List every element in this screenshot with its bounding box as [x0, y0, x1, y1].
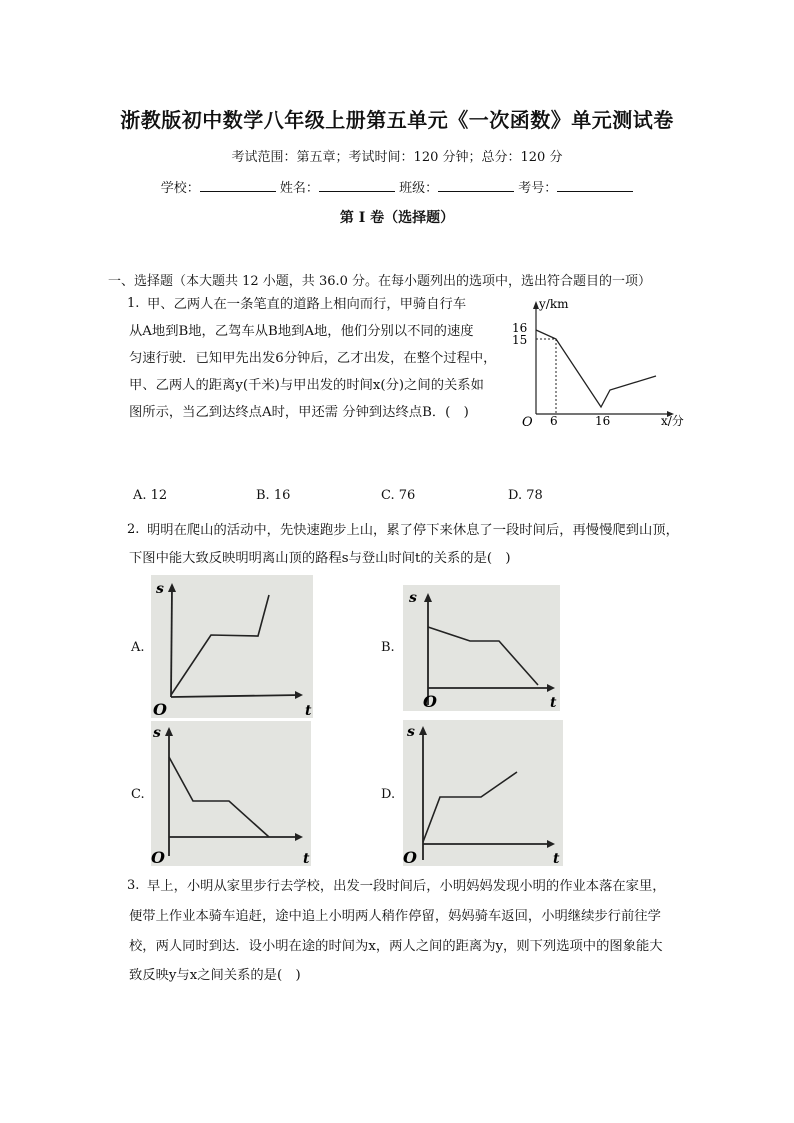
q2b-o: O [423, 692, 437, 711]
number-label: 考号： [518, 181, 558, 196]
student-fields [0, 177, 794, 196]
q2-line-1: 明明在爬山的活动中，先快速跑步上山，累了停下来休息了一段时间后，再慢慢爬到山顶， [147, 523, 679, 538]
q1-xtick-16: 16 [595, 414, 611, 428]
q1-option-d[interactable]: D. 78 [508, 488, 543, 503]
q3-line-3: 校，两人同时到达．设小明在途的时间为x，两人之间的距离为y，则下列选项中的图象能大 [129, 939, 663, 954]
q1-ytick-15: 15 [512, 333, 528, 347]
number-blank[interactable] [557, 179, 633, 192]
q1-x-label: x/分 [661, 414, 684, 428]
q2b-s: s [409, 590, 417, 606]
q2a-t: t [305, 703, 312, 718]
q1-option-b[interactable]: B. 16 [256, 488, 291, 503]
q1-line-4: 甲、乙两人的距离y(千米)与甲出发的时间x(分)之间的关系如 [129, 378, 484, 393]
q2-choice-c-label[interactable]: C. [131, 787, 145, 802]
q1-distance-line [536, 330, 656, 407]
q2a-o: O [153, 700, 167, 718]
q3-line-4: 致反映y与x之间关系的是( ) [129, 968, 301, 983]
q2b-t: t [550, 695, 557, 711]
q3-number: 3. [127, 878, 140, 893]
q2d-s: s [407, 724, 415, 740]
q1-ytick-16: 16 [512, 321, 528, 335]
school-label: 学校： [160, 181, 200, 196]
q2c-t: t [303, 851, 310, 866]
q1-xtick-6: 6 [550, 414, 558, 428]
q2a-s: s [156, 581, 164, 597]
q1-line-1: 甲、乙两人在一条笔直的道路上相向而行，甲骑自行车 [147, 297, 467, 312]
class-label: 班级： [399, 181, 439, 196]
school-blank[interactable] [200, 179, 276, 192]
section-title: 第 I 卷（选择题） [339, 210, 455, 226]
q1-origin: O [522, 415, 533, 430]
q2-choice-a-label[interactable]: A. [131, 640, 145, 655]
q1-option-c[interactable]: C. 76 [381, 488, 416, 503]
part-heading: 一、选择题（本大题共 12 小题，共 36.0 分。在每小题列出的选项中，选出符合题目的一项） [108, 274, 652, 289]
q2-number: 2. [127, 522, 140, 537]
q1-number: 1. [127, 296, 140, 311]
q1-y-label: y/km [539, 297, 569, 311]
q1-line-3: 匀速行驶．已知甲先出发6分钟后，乙才出发，在整个过程中， [129, 351, 497, 366]
q1-line-5: 图所示，当乙到达终点A时，甲还需 分钟到达终点B．( ) [129, 405, 469, 420]
q3-line-1: 早上，小明从家里步行去学校，出发一段时间后，小明妈妈发现小明的作业本落在家里， [147, 879, 666, 894]
q2-choice-d-label[interactable]: D. [381, 787, 396, 802]
name-label: 姓名： [279, 181, 319, 196]
q2d-o: O [403, 848, 417, 866]
q1-line-2: 从A地到B地，乙驾车从B地到A地，他们分别以不同的速度 [129, 324, 474, 339]
q2-line-2: 下图中能大致反映明明离山顶的路程s与登山时间t的关系的是( ) [129, 551, 511, 566]
q2-graph-d[interactable] [403, 720, 563, 866]
q2-choice-b-label[interactable]: B. [381, 640, 395, 655]
q2-graph-a[interactable] [151, 575, 313, 718]
q2c-s: s [153, 725, 161, 741]
q2c-o: O [151, 848, 165, 866]
q1-graph [512, 294, 692, 434]
q2d-t: t [553, 851, 560, 866]
page-title: 浙教版初中数学八年级上册第五单元《一次函数》单元测试卷 [120, 108, 674, 132]
q1-option-a[interactable]: A. 12 [133, 488, 168, 503]
name-blank[interactable] [319, 179, 395, 192]
exam-info: 考试范围：第五章；考试时间：120 分钟；总分：120 分 [231, 150, 563, 165]
q2-graph-c[interactable] [151, 721, 311, 866]
q3-line-2: 便带上作业本骑车追赶，途中追上小明两人稍作停留，妈妈骑车返回，小明继续步行前往学 [129, 909, 661, 924]
q2-graph-b[interactable] [403, 585, 560, 711]
class-blank[interactable] [438, 179, 514, 192]
